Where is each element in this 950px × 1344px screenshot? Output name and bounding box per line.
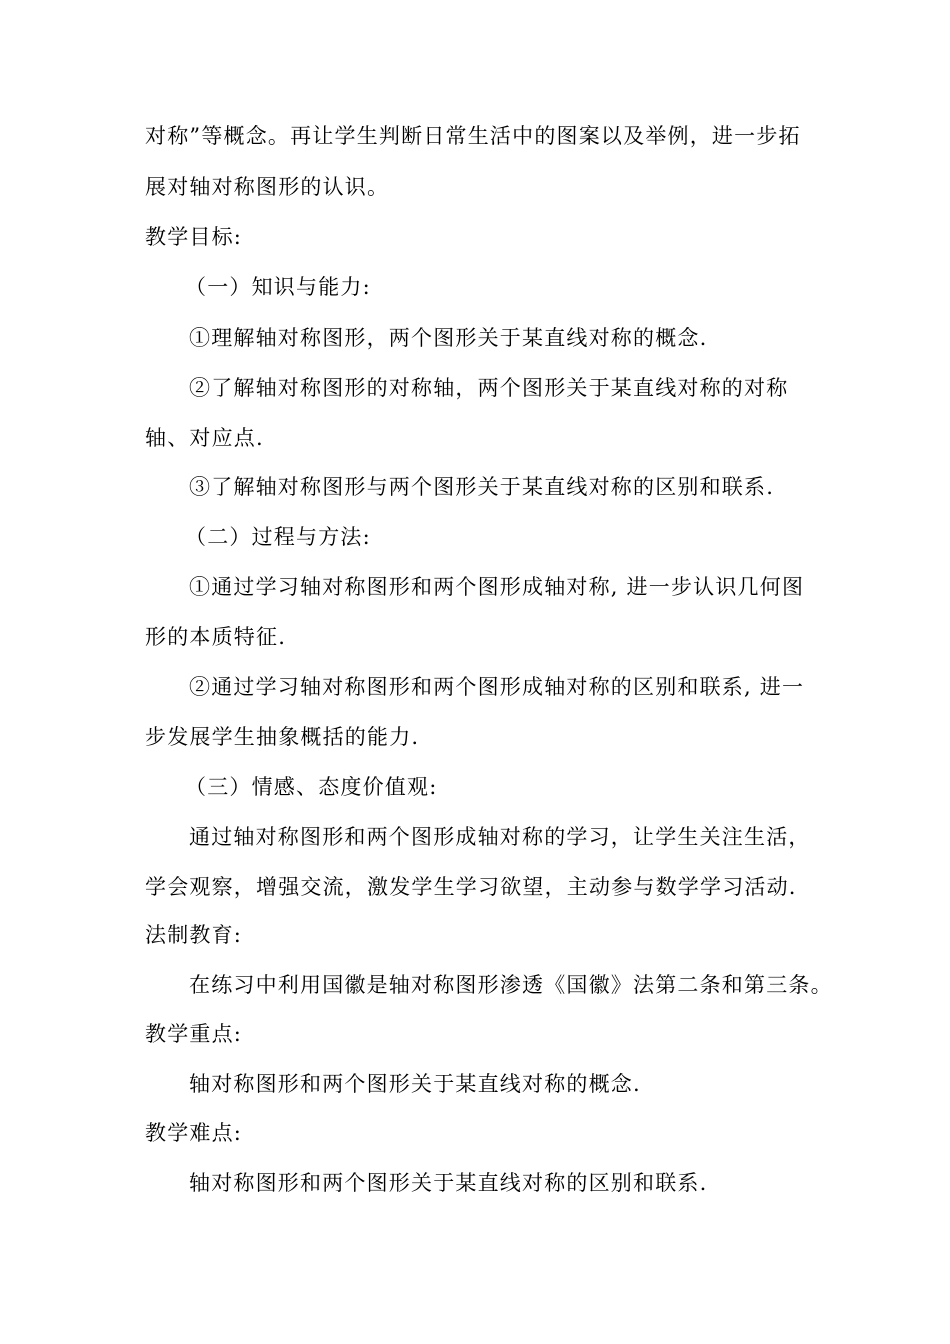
key-heading: 教学重点: bbox=[145, 1022, 243, 1046]
section1-heading: （一）知识与能力: bbox=[185, 275, 371, 299]
objectives-heading: 教学目标: bbox=[145, 225, 243, 249]
s1-item3: ③了解轴对称图形与两个图形关于某直线对称的区别和联系. bbox=[189, 475, 775, 499]
s3-text-line1: 通过轴对称图形和两个图形成轴对称的学习，让学生关注生活， bbox=[189, 825, 811, 849]
intro-line-2: 展对轴对称图形的认识。 bbox=[145, 175, 390, 199]
law-text: 在练习中利用国徽是轴对称图形渗透《国徽》法第二条和第三条。 bbox=[189, 973, 833, 997]
s1-item2-line1: ②了解轴对称图形的对称轴，两个图形关于某直线对称的对称 bbox=[189, 376, 789, 400]
key-text: 轴对称图形和两个图形关于某直线对称的概念. bbox=[189, 1072, 641, 1096]
s2-item2-line2: 步发展学生抽象概括的能力. bbox=[145, 725, 420, 749]
s2-item2-line1: ②通过学习轴对称图形和两个图形成轴对称的区别和联系, 进一 bbox=[189, 675, 805, 699]
intro-line-1: 对称”等概念。再让学生判断日常生活中的图案以及举例，进一步拓 bbox=[145, 124, 801, 148]
law-heading: 法制教育: bbox=[145, 923, 243, 947]
s2-item1-line1: ①通过学习轴对称图形和两个图形成轴对称, 进一步认识几何图 bbox=[189, 575, 805, 599]
difficulty-heading: 教学难点: bbox=[145, 1121, 243, 1145]
s1-item1: ①理解轴对称图形，两个图形关于某直线对称的概念. bbox=[189, 326, 708, 350]
s3-text-line2: 学会观察，增强交流，激发学生学习欲望，主动参与数学学习活动. bbox=[145, 875, 797, 899]
section3-heading: （三）情感、态度价值观: bbox=[185, 775, 438, 799]
s2-item1-line2: 形的本质特征. bbox=[145, 625, 287, 649]
difficulty-text: 轴对称图形和两个图形关于某直线对称的区别和联系. bbox=[189, 1171, 708, 1195]
s1-item2-line2: 轴、对应点. bbox=[145, 426, 264, 450]
section2-heading: （二）过程与方法: bbox=[185, 525, 371, 549]
